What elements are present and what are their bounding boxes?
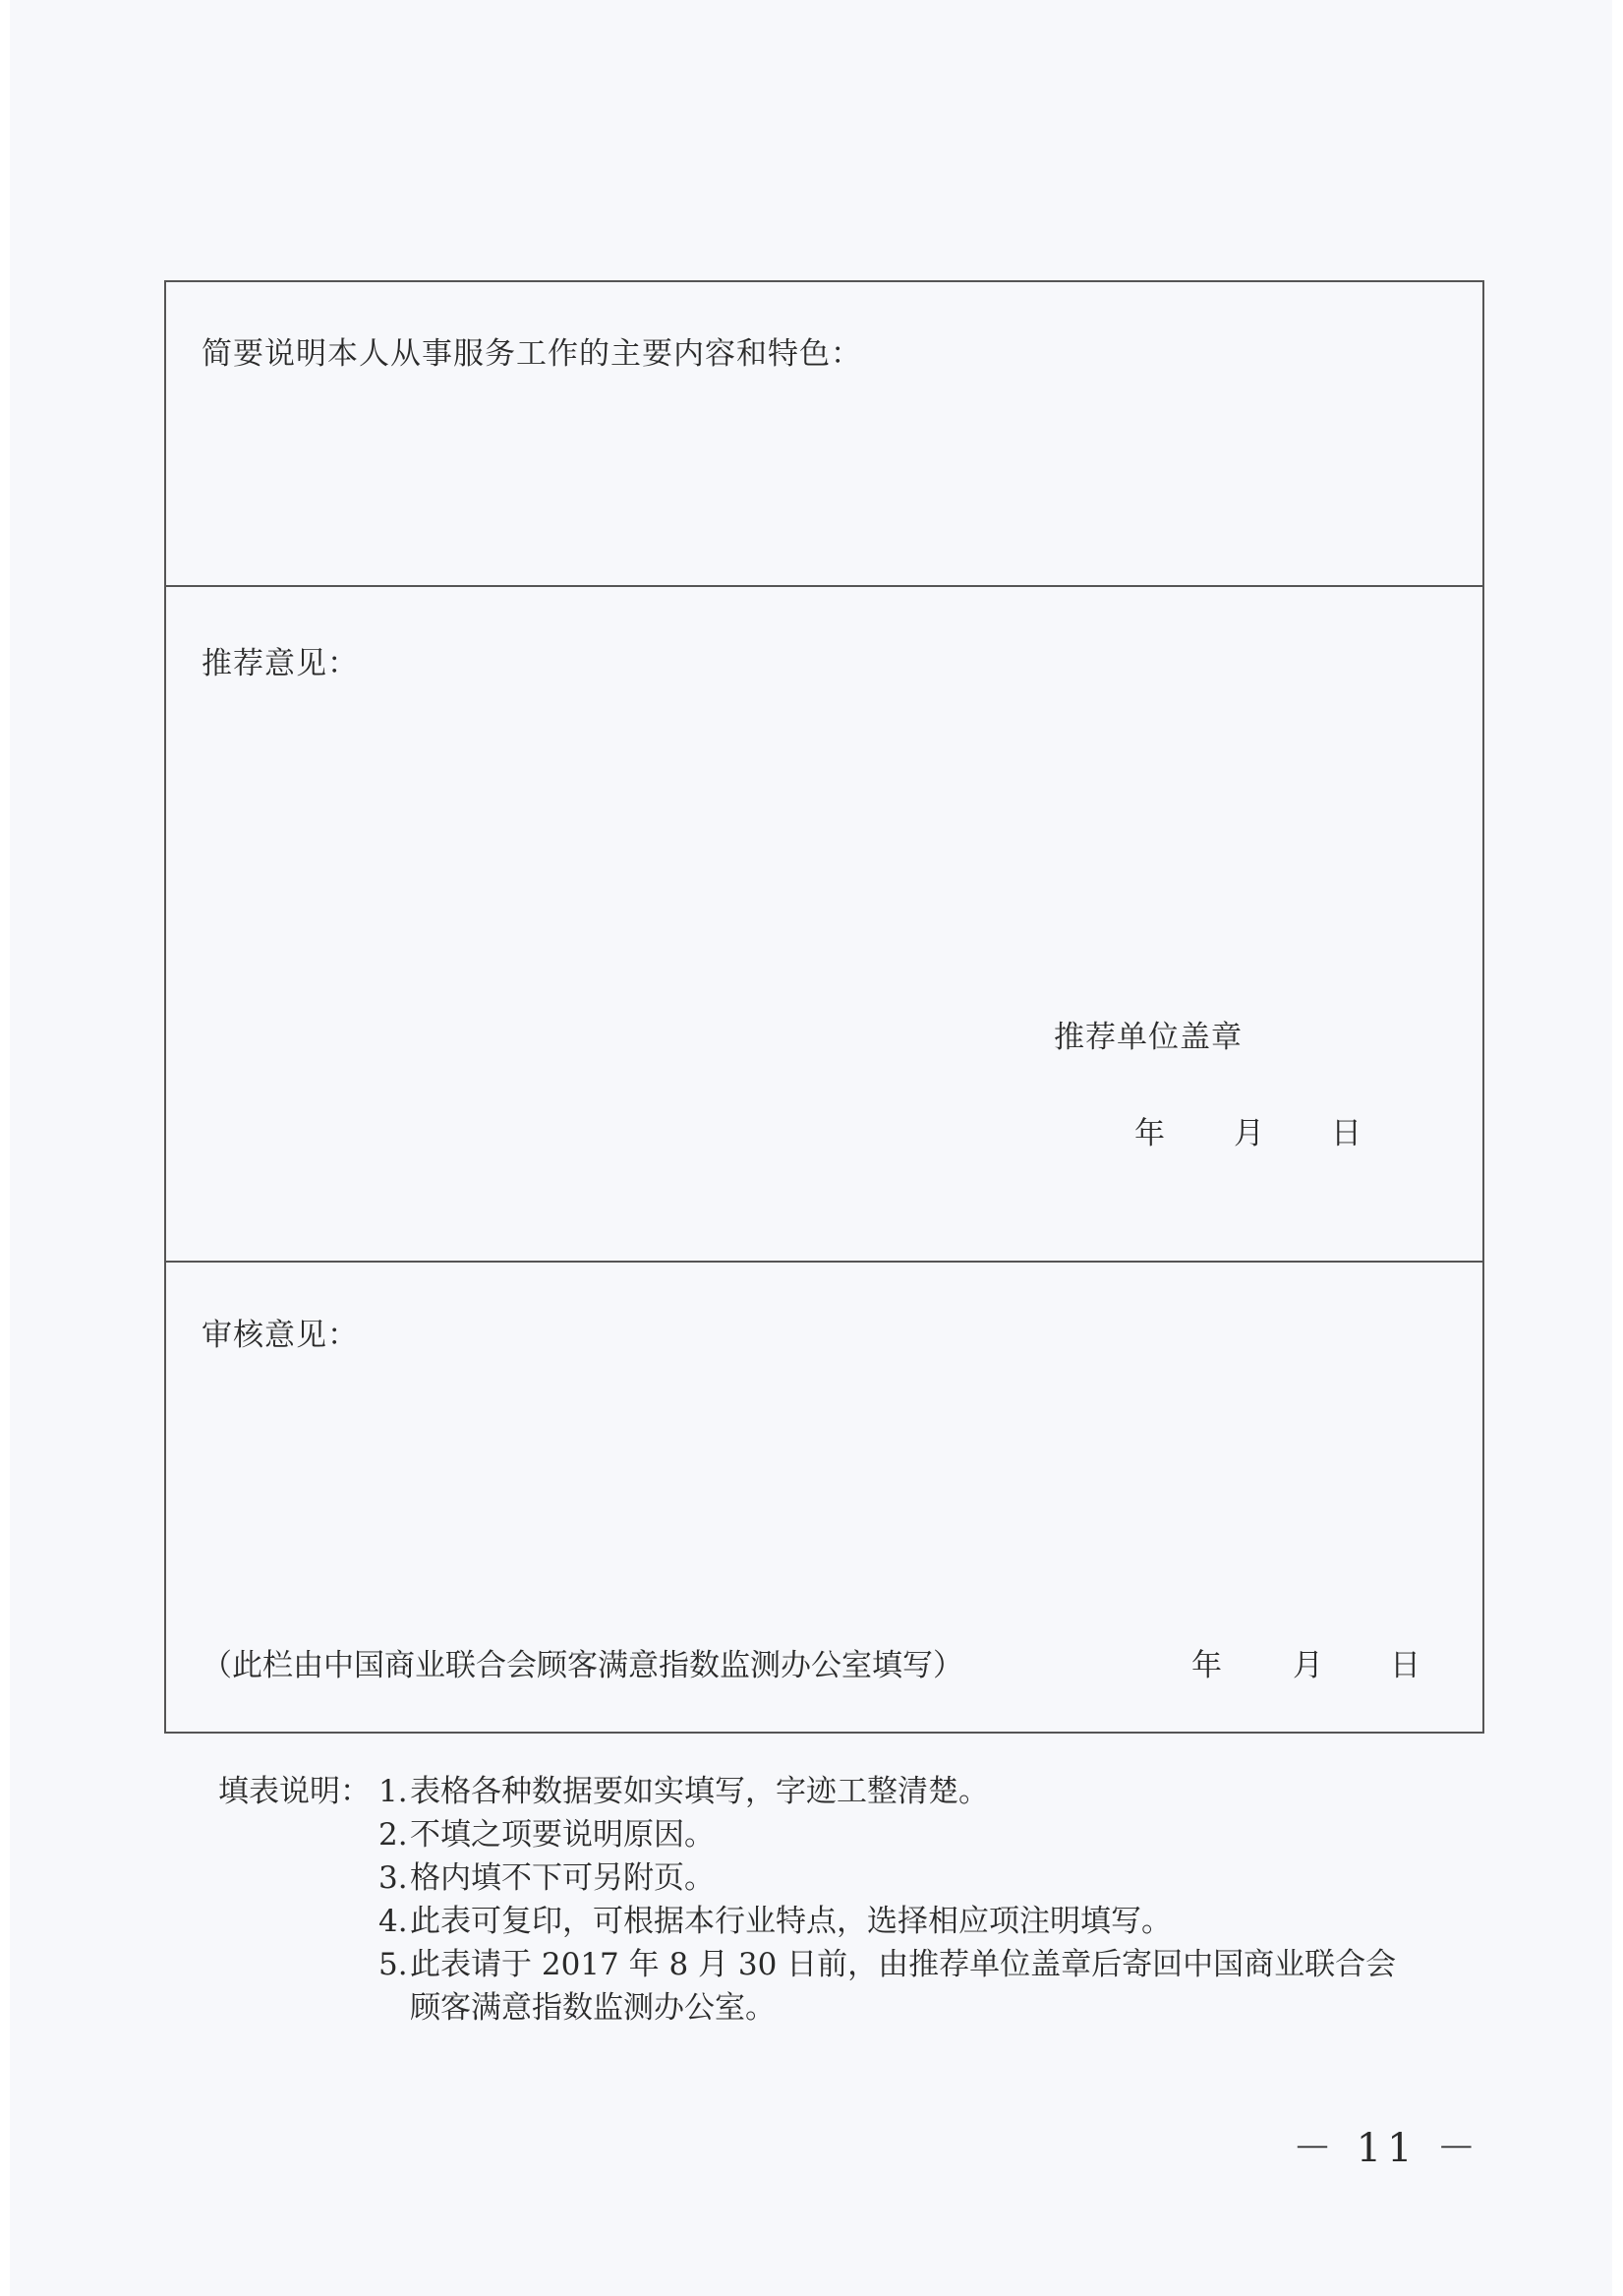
service-description-label: 简要说明本人从事服务工作的主要内容和特色： [202,336,862,372]
instruction-text: 此表可复印，可根据本行业特点，选择相应项注明填写。 [410,1904,1172,1939]
application-form-table [164,280,1484,1734]
page-number: － 11 － [1293,2126,1482,2171]
instruction-number: 5. [378,1947,408,1982]
instruction-text: 格内填不下可另附页。 [410,1860,715,1896]
instruction-number: 1. [378,1774,408,1809]
review-office-note: （此栏由中国商业联合会顾客满意指数监测办公室填写） [202,1648,963,1683]
recommendation-date [1134,1108,1429,1151]
date-year-label: 年 [1191,1648,1222,1683]
date-day-label: 日 [1331,1116,1362,1151]
instruction-text: 不填之项要说明原因。 [410,1817,715,1853]
service-description-section [166,282,1482,587]
date-year-label: 年 [1134,1116,1165,1151]
recommender-stamp-label: 推荐单位盖章 [1054,1020,1243,1055]
recommendation-label: 推荐意见： [202,646,359,681]
instruction-text: 表格各种数据要如实填写，字迹工整清楚。 [410,1774,989,1809]
date-month-label: 月 [1293,1648,1323,1683]
date-month-label: 月 [1234,1116,1264,1151]
instructions-list [378,1770,1460,2030]
review-label: 审核意见： [202,1318,359,1353]
date-day-label: 日 [1390,1648,1420,1683]
instruction-text-continued: 顾客满意指数监测办公室。 [410,1990,776,2026]
review-section [166,1263,1482,1734]
instruction-item [378,1943,1460,2030]
instruction-item [378,1856,1460,1900]
instruction-item [378,1813,1460,1856]
instruction-number: 3. [378,1860,408,1896]
instruction-item [378,1900,1460,1943]
instructions-heading: 填表说明： [218,1774,371,1809]
recommendation-section [166,587,1482,1263]
instruction-number: 4. [378,1904,408,1939]
instruction-item [378,1770,1460,1813]
document-page [10,0,1612,2296]
instruction-text: 此表请于 2017 年 8 月 30 日前，由推荐单位盖章后寄回中国商业联合会 [410,1947,1397,1982]
review-date [1191,1640,1486,1683]
instruction-number: 2. [378,1817,408,1853]
